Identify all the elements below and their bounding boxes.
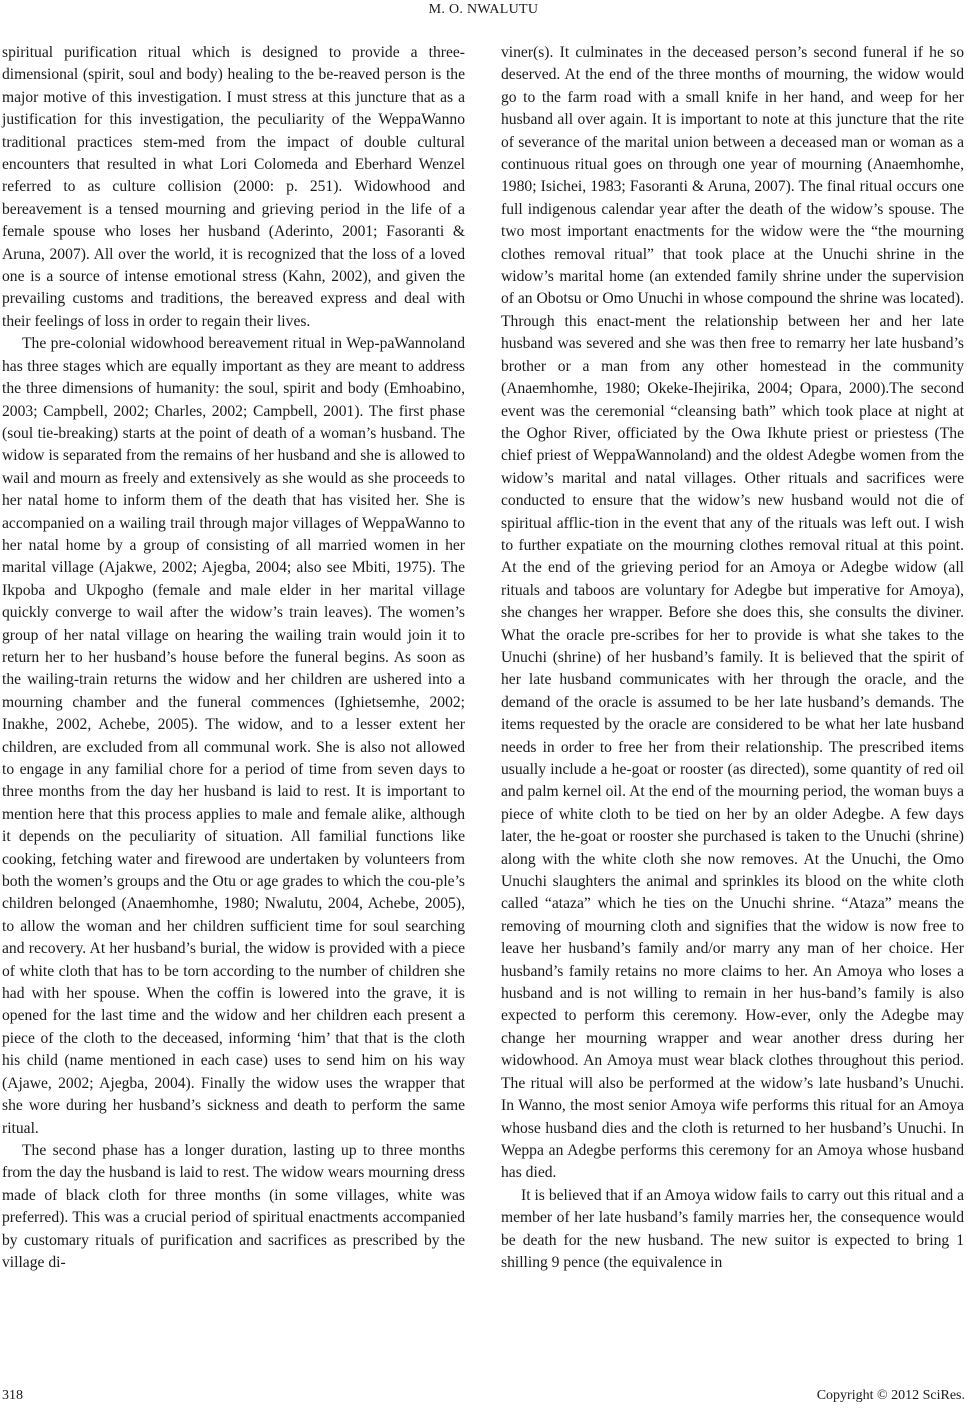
running-head: M. O. NWALUTU [428,2,539,17]
paragraph: The second phase has a longer duration, lasting up to three months from the day the husband is laid to rest. The widow wears mourning dress made of black cloth for three months (in some villages, white was preferred). This was a crucial period of spiritual enactments accompanied by customary rituals of purification and sacrifices as prescribed by the village di- [2,1141,465,1271]
page-number: 318 [2,1388,23,1403]
right-column [501,42,964,1274]
paragraph: spiritual purification ritual which is designed to provide a three-dimensional (spirit, soul and body) healing to the be-reaved person is the major motive of this investigation. I must stress at this juncture that as a justification for this investigation, the peculiarity of the WeppaWanno traditional practices stem-med from the impact of double cultural encounters that resulted in what Lori Colomeda and Eberhard Wenzel referred to as culture collision (2000: p. 251). Widowhood and bereavement is a tensed mourning and grieving period in the life of a female spouse who loses her husband (Aderinto, 2001; Fasoranti & Aruna, 2007). All over the world, it is recognized that the loss of a loved one is a source of intense emotional stress (Kahn, 2002), and given the prevailing customs and traditions, the bereaved express and deal with their feelings of loss in order to regain their lives. [2,44,465,330]
copyright-notice: Copyright © 2012 SciRes. [816,1388,965,1403]
paragraph: viner(s). It culminates in the deceased person’s second funeral if he so deserved. At the end of the three months of mourning, the widow would go to the farm road with a small knife in her hand, and weep for her husband all over again. It is important to note at this juncture that the rite of severance of the marital union between a deceased man or woman as a continuous ritual goes on through one year of mourning (Anaemhomhe, 1980; Isichei, 1983; Fasoranti & Aruna, 2007). The final ritual occurs one full indigenous calendar year after the death of the widow’s spouse. The two most important enactments for the widow were the “the mourning clothes removal ritual” that took place at the Unuchi shrine in the widow’s marital home (an extended family shrine under the supervision of an Obotsu or Omo Unuchi in whose compound the shrine was located). Through this enact-ment the relationship between her and her late husband was severed and she was then free to remarry her late husband’s brother or a man from any other homestead in the community (Anaemhomhe, 1980; Okeke-Ihejirika, 2004; Opara, 2000).The second event was the ceremonial “cleansing bath” which took place at night at the Oghor River, officiated by the Owa Ikhute priest or priestess (The chief priest of WeppaWannoland) and the oldest Adegbe women from the widow’s marital and natal villages. Other rituals and sacrifices were conducted to ensure that the widow’s new husband would not die of spiritual afflic-tion in the event that any of the rituals was left out. I wish to further expatiate on the mourning clothes removal ritual at this point. At the end of the grieving period for an Amoya or Adegbe widow (all rituals and taboos are voluntary for Adegbe but imperative for Amoya), she changes her wrapper. Before she does this, she consults the diviner. What the oracle pre-scribes for her to provide is what she takes to the Unuchi (shrine) of her husband’s family. It is believed that the spirit of her late husband communicates with her through the oracle, and the demand of the oracle is assumed to be her late husband’s demands. The items requested by the oracle are considered to be what her late husband needs in order to free her from their relationship. The prescribed items usually include a he-goat or rooster (as directed), some quantity of red oil and palm kernel oil. At the end of the mourning period, the woman buys a piece of white cloth to be tied on her by an older Adegbe. A few days later, the he-goat or rooster she purchased is taken to the Unuchi (shrine) along with the white cloth she now removes. At the Unuchi, the Omo Unuchi slaughters the animal and sprinkles its blood on the white cloth called “ataza” which he ties on the Unuchi shrine. “Ataza” means the removing of mourning cloth and signifies that the widow is now free to leave her husband’s family and/or marry any man of her choice. Her husband’s family retains no more claims to her. An Amoya who loses a husband and is not willing to remain in her hus-band’s family is also expected to perform this ceremony. How-ever, only the Adegbe may change her mourning wrapper and wear another dress during her widowhood. An Amoya must wear black clothes throughout this period. The ritual will also be performed at the widow’s late husband’s Unuchi. In Wanno, the most senior Amoya wife performs this ritual for an Amoya whose husband dies and the cloth is returned to her husband’s Unuchi. In Weppa an Adegbe performs this ceremony for an Amoya whose husband has died. [501,44,964,1182]
left-column [2,42,465,1274]
paragraph: It is believed that if an Amoya widow fails to carry out this ritual and a member of her late husband’s family marries her, the consequence would be death for the new husband. The new suitor is expected to bring 1 shilling 9 pence (the equivalence in [501,1186,964,1271]
paragraph: The pre-colonial widowhood bereavement ritual in Wep-paWannoland has three stages which are equally important as they are meant to address the three dimensions of humanity: the soul, spirit and body (Emhoabino, 2003; Campbell, 2002; Charles, 2002; Campbell, 2001). The first phase (soul tie-breaking) starts at the point of death of a woman’s husband. The widow is separated from the remains of her husband and she is allowed to wail and mourn as freely and extensively as she would as she proceeds to her natal home to inform them of the death that has visited her. She is accompanied on a wailing trail through major villages of WeppaWanno to her natal home by a group of consisting of all married women in her marital village (Ajakwe, 2002; Ajegba, 2004; also see Mbiti, 1975). The Ikpoba and Ukpogho (female and male elder in her marital village quickly converge to wail after the widow’s train leaves). The women’s group of her natal village on hearing the wailing train would join it to return her to her husband’s house before the funeral begins. As soon as the wailing-train returns the widow and her children are ushered into a mourning chamber and the funeral commences (Ighietsemhe, 2002; Inakhe, 2002, Achebe, 2005). The widow, and to a lesser extent her children, are excluded from all communal work. She is also not allowed to engage in any familial chore for a period of time from seven days to three months from the day her husband is laid to rest. It is important to mention here that this process applies to male and female alike, although it depends on the peculiarity of situation. All familial functions like cooking, fetching water and firewood are undertaken by volunteers from both the women’s groups and the Otu or age grades to which the cou-ple’s children belonged (Anaemhomhe, 1980; Nwalutu, 2004, Achebe, 2005), to allow the woman and her children sufficient time for soul searching and recovery. At her husband’s burial, the widow is provided with a piece of white cloth that has to be torn according to the number of children she had with her spouse. When the coffin is lowered into the grave, it is opened for the last time and the widow and her children each present a piece of the cloth to the deceased, informing ‘him’ that that is the cloth his child (name mentioned in each case) uses to send him on his way (Ajawe, 2002; Ajegba, 2004). Finally the widow uses the wrapper that she wore during her husband’s sickness and death to perform the same ritual. [2,335,465,1137]
